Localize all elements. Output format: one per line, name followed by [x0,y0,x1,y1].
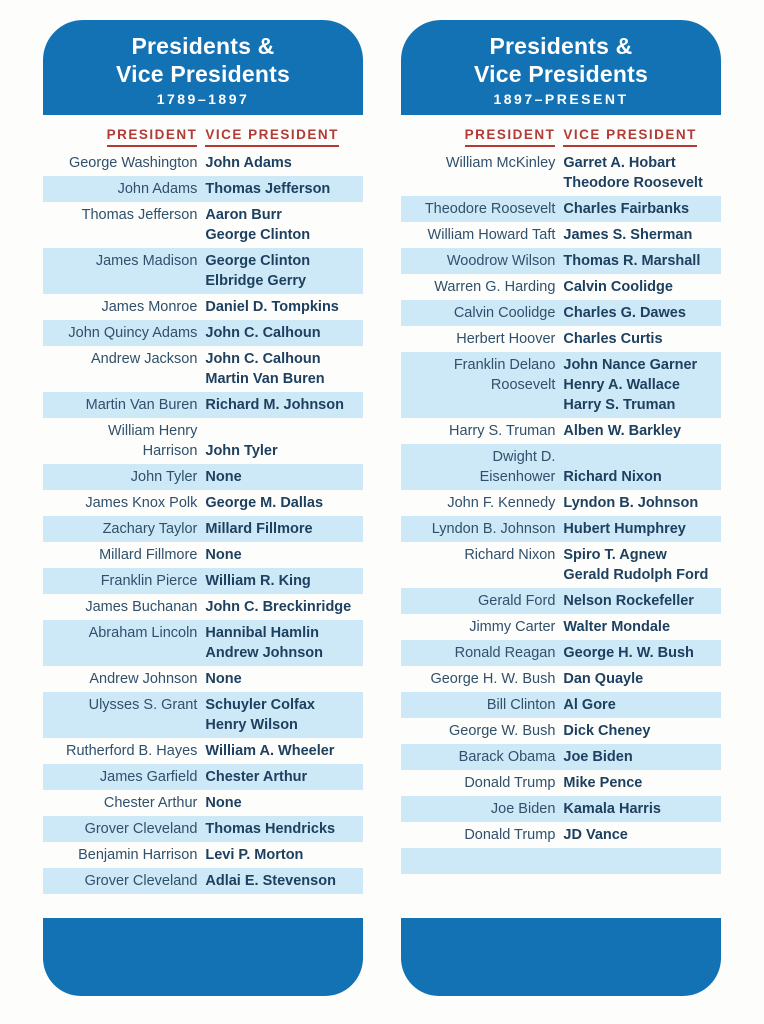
vice-president-column-header: VICE PRESIDENT [563,127,697,147]
vice-president-name: John Nance Garner Henry A. Wallace Harry S. Truman [563,357,698,413]
president-name: Grover Cleveland [84,821,198,837]
table-row [401,222,721,248]
table-row [43,418,363,464]
vice-president-name: George Clinton Elbridge Gerry [205,253,311,289]
vice-president-name: Charles Curtis [563,331,663,347]
president-name: William Howard Taft [427,227,556,243]
president-name: James Monroe [101,299,198,315]
table-row [43,202,363,248]
vice-president-name: John C. Breckinridge [205,599,352,615]
president-name: Bill Clinton [486,697,556,713]
table-row [43,490,363,516]
table-row [401,848,721,874]
president-name: James Knox Polk [85,495,198,511]
vice-president-name: James S. Sherman [563,227,693,243]
vice-president-name: John Tyler [205,443,278,459]
president-name: Donald Trump [464,827,556,843]
vice-president-name: John C. Calhoun [205,325,321,341]
president-name: Millard Fillmore [99,547,198,563]
president-name: William Henry Harrison [107,423,198,459]
table-row [43,666,363,692]
table-row [43,816,363,842]
president-list [401,150,721,874]
president-name: Andrew Jackson [91,351,198,367]
table-row [401,248,721,274]
president-name: Martin Van Buren [85,397,198,413]
table-row [43,464,363,490]
table-row [43,842,363,868]
panel-subtitle-date-range: 1789–1897 [156,91,250,107]
panel-title-line1: Presidents & [489,33,633,59]
president-name: Barack Obama [458,749,556,765]
president-name: Thomas Jefferson [81,207,198,223]
vice-president-name: Thomas R. Marshall [563,253,701,269]
column-headers [43,126,363,147]
president-name: John Quincy Adams [68,325,198,341]
table-row [401,352,721,418]
panel-title-line1: Presidents & [131,33,275,59]
president-name: Gerald Ford [478,593,556,609]
panel-title [43,32,363,88]
vice-president-name: Chester Arthur [205,769,308,785]
president-name: Franklin Pierce [100,573,198,589]
table-row [401,444,721,490]
table-row [401,744,721,770]
table-row [401,516,721,542]
vice-president-name: JD Vance [563,827,628,843]
president-name: Warren G. Harding [434,279,556,295]
table-row [43,692,363,738]
vice-president-name: George H. W. Bush [563,645,694,661]
table-row [43,150,363,176]
table-row [401,326,721,352]
vice-president-name: Spiro T. Agnew Gerald Rudolph Ford [563,547,709,583]
president-name: Rutherford B. Hayes [66,743,198,759]
president-name: Lyndon B. Johnson [431,521,556,537]
president-column-header: PRESIDENT [107,127,198,147]
panel-presidents-1789-1897 [43,20,363,996]
president-name: John F. Kennedy [447,495,556,511]
vice-president-name: Calvin Coolidge [563,279,673,295]
table-row [401,542,721,588]
vice-president-name: Hannibal Hamlin Andrew Johnson [205,625,324,661]
table-row [401,150,721,196]
panel-header [43,20,363,115]
president-column [401,126,559,147]
president-column [43,126,201,147]
president-name: Jimmy Carter [469,619,556,635]
vice-president-name: Adlai E. Stevenson [205,873,336,889]
vice-president-name: Mike Pence [563,775,643,791]
president-name [401,851,559,871]
table-row [401,718,721,744]
vice-president-name: John C. Calhoun Martin Van Buren [205,351,325,387]
vice-president-name: Charles Fairbanks [563,201,690,217]
vice-president-name: Walter Mondale [563,619,671,635]
vice-president-column [201,126,363,147]
vice-president-name: Richard M. Johnson [205,397,344,413]
president-name: James Buchanan [85,599,198,615]
panel-footer-bar [401,918,721,996]
panel-footer-bar [43,918,363,996]
vice-president-name: George M. Dallas [205,495,324,511]
president-name: Zachary Taylor [102,521,198,537]
president-name: Dwight D. Eisenhower [479,449,556,485]
vice-president-name: Lyndon B. Johnson [563,495,699,511]
table-row [401,490,721,516]
table-row [43,738,363,764]
president-name: Grover Cleveland [84,873,198,889]
president-name: James Garfield [99,769,198,785]
vice-president-name: Garret A. Hobart Theodore Roosevelt [563,155,703,191]
vice-president-name: Richard Nixon [563,469,662,485]
vice-president-column-header: VICE PRESIDENT [205,127,339,147]
president-name: Andrew Johnson [89,671,198,687]
vice-president-name: Levi P. Morton [205,847,304,863]
vice-president-name: Dan Quayle [563,671,644,687]
president-name: Herbert Hoover [456,331,556,347]
table-row [43,542,363,568]
panel-title-line2: Vice Presidents [474,61,648,87]
president-name: Chester Arthur [103,795,198,811]
table-row [401,796,721,822]
vice-president-name: Hubert Humphrey [563,521,686,537]
panel-header [401,20,721,115]
table-row [43,320,363,346]
president-column-header: PRESIDENT [465,127,556,147]
vice-president-name: Kamala Harris [563,801,661,817]
table-row [43,392,363,418]
vice-president-name: Aaron Burr George Clinton [205,207,311,243]
table-row [43,868,363,894]
vice-president-name: William A. Wheeler [205,743,335,759]
table-row [401,196,721,222]
vice-president-name: Dick Cheney [563,723,651,739]
president-name: Ronald Reagan [454,645,556,661]
table-row [401,300,721,326]
vice-president-name: None [205,547,242,563]
table-row [43,620,363,666]
table-row [401,274,721,300]
column-headers [401,126,721,147]
panel-subtitle-date-range: 1897–PRESENT [493,91,629,107]
table-row [401,822,721,848]
table-row [43,294,363,320]
president-name: Ulysses S. Grant [88,697,198,713]
vice-president-name: Nelson Rockefeller [563,593,694,609]
vice-president-name: William R. King [205,573,311,589]
president-name: Calvin Coolidge [453,305,556,321]
vice-president-column [559,126,721,147]
president-name: George H. W. Bush [430,671,556,687]
table-row [401,770,721,796]
table-row [43,176,363,202]
table-row [43,568,363,594]
president-name: James Madison [95,253,198,269]
table-row [43,516,363,542]
vice-president-name: Thomas Jefferson [205,181,331,197]
vice-president-name: Al Gore [563,697,616,713]
president-name: Richard Nixon [464,547,556,563]
president-name: John Adams [117,181,198,197]
table-row [401,666,721,692]
president-name: John Tyler [130,469,198,485]
vice-president-name: None [205,469,242,485]
panel-presidents-1897-present [401,20,721,996]
president-name: Benjamin Harrison [78,847,198,863]
table-row [401,614,721,640]
vice-president-name: None [205,671,242,687]
president-name: Joe Biden [490,801,556,817]
table-row [401,418,721,444]
president-name: Woodrow Wilson [446,253,556,269]
vice-president-name: Alben W. Barkley [563,423,682,439]
vice-president-name: John Adams [205,155,292,171]
vice-president-name: Schuyler Colfax Henry Wilson [205,697,315,733]
panel-title-line2: Vice Presidents [116,61,290,87]
president-name: Donald Trump [464,775,556,791]
president-name: Franklin Delano Roosevelt [453,357,556,393]
table-row [401,692,721,718]
vice-president-name: Charles G. Dawes [563,305,686,321]
vice-president-name: Millard Fillmore [205,521,313,537]
vice-president-name: Joe Biden [563,749,633,765]
table-row [43,594,363,620]
president-list [43,150,363,894]
table-row [401,588,721,614]
vice-president-name: Thomas Hendricks [205,821,336,837]
table-row [43,248,363,294]
table-row [401,640,721,666]
president-name: Harry S. Truman [449,423,556,439]
president-name: William McKinley [445,155,556,171]
table-row [43,790,363,816]
table-row [43,346,363,392]
president-name: George Washington [68,155,198,171]
vice-president-name [559,851,721,871]
table-row [43,764,363,790]
president-name: George W. Bush [449,723,556,739]
president-name: Theodore Roosevelt [424,201,556,217]
panel-title [401,32,721,88]
vice-president-name: Daniel D. Tompkins [205,299,339,315]
president-name: Abraham Lincoln [88,625,198,641]
vice-president-name: None [205,795,242,811]
